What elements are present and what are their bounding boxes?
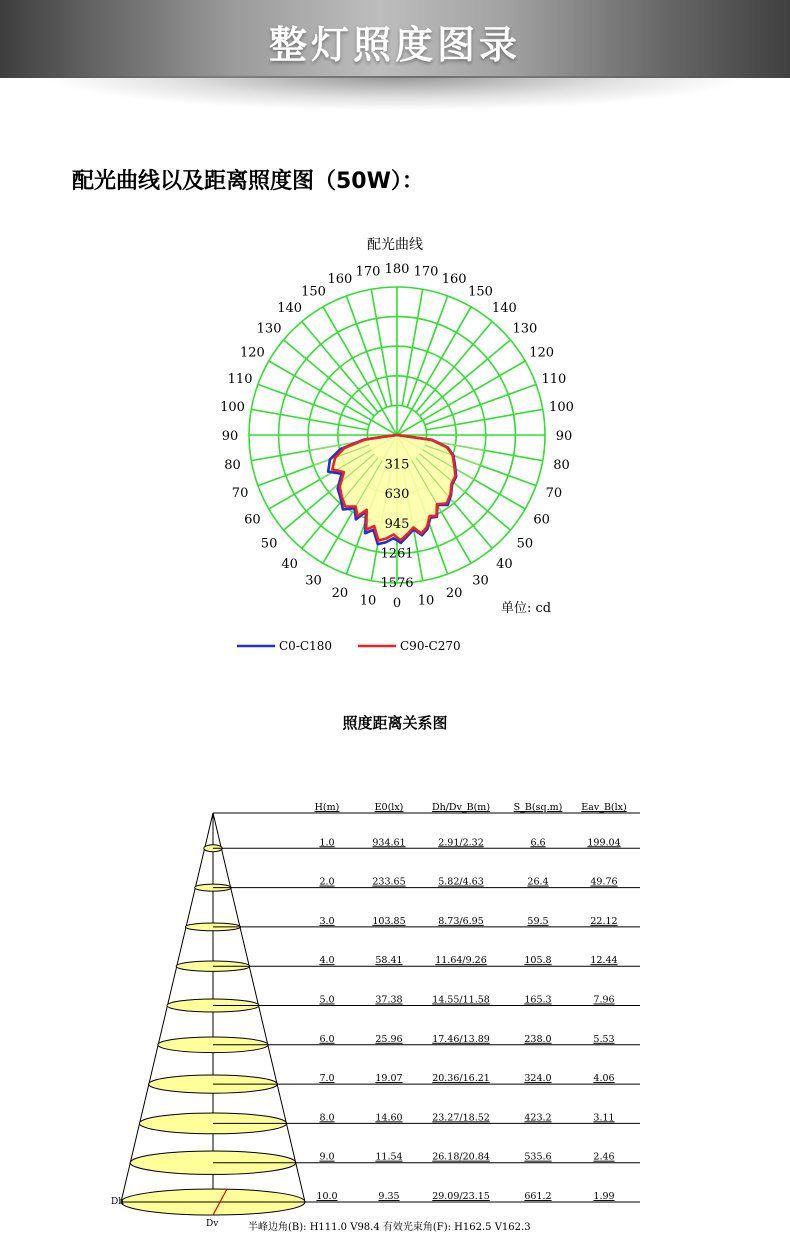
polar-angle-label: 100 [549, 400, 574, 416]
polar-angle-label: 110 [541, 371, 567, 387]
table-cell: 324.0 [524, 1073, 552, 1085]
table-cell: 23.27/18.52 [432, 1112, 490, 1124]
polar-angle-label: 140 [491, 301, 517, 317]
table-cell: 1.99 [593, 1191, 615, 1202]
table-cell: 26.18/20.84 [432, 1151, 490, 1163]
table-cell: 59.5 [527, 915, 549, 927]
polar-angle-label: 20 [445, 585, 463, 601]
polar-radial-label: 315 [384, 457, 410, 473]
polar-angle-label: 130 [512, 321, 538, 337]
table-cell: 7.96 [593, 994, 615, 1006]
table-cell: 2.91/2.32 [438, 837, 484, 849]
polar-angle-label: 60 [244, 512, 261, 528]
table-cell: 6.0 [319, 1033, 335, 1045]
polar-angle-label: 160 [441, 272, 467, 288]
table-cell: 22.12 [590, 915, 618, 927]
polar-unit-label: 单位: cd [501, 601, 552, 616]
table-cell: 10.0 [316, 1191, 338, 1202]
table-cell: 49.76 [590, 876, 618, 888]
dv-label: Dv [206, 1219, 219, 1229]
table-cell: 17.46/13.89 [432, 1033, 490, 1045]
polar-angle-label: 120 [239, 345, 265, 361]
polar-angle-label: 170 [355, 264, 381, 280]
polar-angle-label: 50 [260, 536, 278, 552]
table-cell: 934.61 [372, 837, 406, 849]
table-cell: 103.85 [372, 915, 406, 927]
polar-radial-label: 630 [384, 487, 410, 503]
table-column-header: Eav_B(lx) [581, 802, 627, 813]
legend-label-0: C0-C180 [279, 639, 332, 653]
table-cell: 3.11 [593, 1112, 615, 1124]
table-cell: 535.6 [524, 1151, 552, 1163]
polar-angle-label: 160 [327, 272, 353, 288]
polar-angle-label: 60 [533, 512, 550, 528]
table-cell: 12.44 [590, 955, 618, 967]
table-cell: 14.55/11.58 [432, 994, 490, 1006]
table-cell: 105.8 [524, 955, 552, 967]
polar-angle-label: 20 [331, 585, 349, 601]
table-column-header: H(m) [314, 802, 340, 813]
polar-radial-label: 1576 [380, 576, 414, 591]
table-cell: 233.65 [372, 876, 406, 888]
table-column-header: S_B(sq.m) [513, 802, 563, 813]
section-heading: 配光曲线以及距离照度图（50W）： [72, 169, 424, 194]
table-cell: 2.0 [319, 876, 335, 888]
table-cell: 4.06 [593, 1073, 615, 1085]
table-cell: 19.07 [375, 1073, 403, 1085]
table-cell: 661.2 [524, 1191, 552, 1202]
polar-angle-label: 180 [384, 262, 410, 277]
polar-angle-label: 150 [468, 284, 493, 300]
table-column-header: E0(lx) [374, 802, 404, 813]
dh-label: Dh [111, 1197, 125, 1207]
polar-angle-label: 90 [555, 429, 573, 444]
polar-angle-label: 130 [256, 321, 282, 337]
table-cell: 29.09/23.15 [432, 1191, 490, 1202]
polar-radial-label: 1261 [380, 546, 414, 562]
polar-angle-label: 30 [305, 573, 322, 589]
table-cell: 11.64/9.26 [435, 955, 487, 967]
polar-angle-label: 100 [220, 400, 245, 416]
table-cell: 5.53 [593, 1033, 615, 1045]
table-cell: 26.4 [527, 876, 549, 888]
table-cell: 14.60 [375, 1112, 403, 1124]
table-cell: 25.96 [375, 1033, 403, 1045]
table-cell: 5.0 [319, 994, 335, 1006]
table-cell: 9.0 [319, 1151, 335, 1163]
table-cell: 9.35 [378, 1191, 400, 1202]
table-cell: 2.46 [593, 1151, 615, 1163]
polar-angle-label: 40 [496, 556, 513, 572]
beam-angle-footnote: 半峰边角(B): H111.0 V98.4 有效光束角(F): H162.5 V162.3 [248, 1222, 531, 1233]
page-title: 整灯照度图录 [268, 23, 521, 67]
table-cell: 58.41 [375, 955, 403, 967]
polar-angle-label: 10 [417, 593, 435, 609]
polar-chart-title: 配光曲线 [367, 237, 423, 253]
legend-label-1: C90-C270 [400, 639, 461, 653]
table-cell: 423.2 [524, 1112, 552, 1124]
table-cell: 165.3 [524, 994, 552, 1006]
polar-angle-label: 80 [553, 457, 570, 473]
polar-angle-label: 70 [231, 486, 249, 502]
polar-angle-label: 170 [413, 264, 439, 280]
table-column-header: Dh/Dv_B(m) [431, 802, 491, 813]
polar-angle-label: 70 [545, 486, 563, 502]
polar-angle-label: 50 [516, 536, 534, 552]
table-cell: 4.0 [319, 955, 335, 967]
table-cell: 3.0 [319, 915, 335, 927]
polar-angle-label: 10 [359, 593, 377, 609]
table-cell: 11.54 [375, 1151, 403, 1163]
table-cell: 238.0 [524, 1033, 552, 1045]
table-cell: 6.6 [530, 837, 546, 849]
polar-angle-label: 140 [277, 301, 303, 317]
polar-angle-label: 0 [392, 596, 402, 611]
table-cell: 1.0 [319, 837, 335, 849]
table-cell: 199.04 [587, 837, 621, 849]
polar-radial-label: 945 [384, 516, 410, 532]
polar-angle-label: 40 [281, 556, 298, 572]
table-cell: 8.0 [319, 1112, 335, 1124]
polar-angle-label: 30 [472, 573, 489, 589]
table-cell: 5.82/4.63 [438, 876, 484, 888]
illuminance-chart-title: 照度距离关系图 [342, 714, 448, 732]
polar-angle-label: 110 [227, 371, 253, 387]
polar-angle-label: 80 [224, 457, 241, 473]
polar-angle-label: 150 [301, 284, 326, 300]
table-cell: 37.38 [375, 994, 403, 1006]
polar-angle-label: 120 [529, 345, 555, 361]
table-cell: 20.36/16.21 [432, 1073, 490, 1085]
table-cell: 7.0 [319, 1073, 335, 1085]
table-cell: 8.73/6.95 [438, 915, 484, 927]
polar-angle-label: 90 [221, 429, 239, 444]
